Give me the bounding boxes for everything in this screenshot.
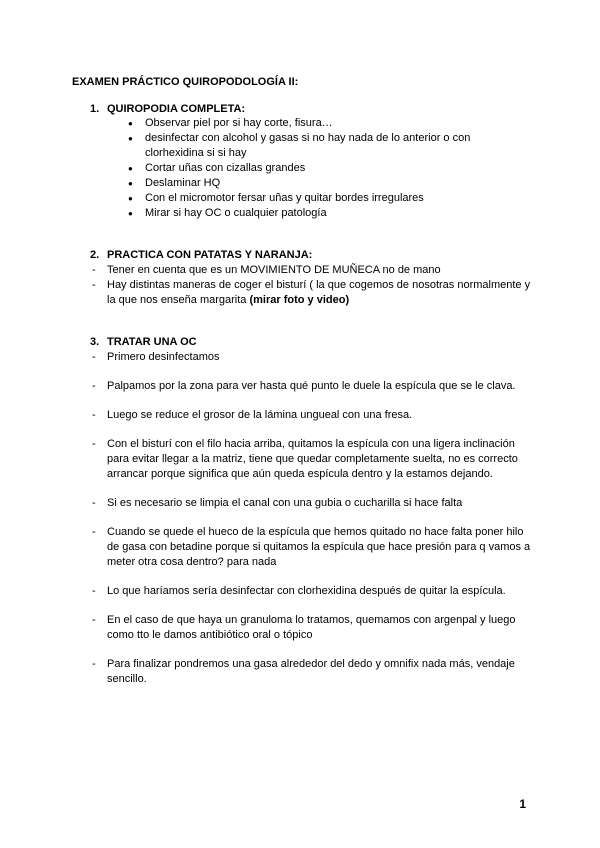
dash-marker: - — [92, 614, 96, 626]
dash-marker: - — [92, 409, 96, 421]
section-2-number: 2. — [90, 249, 100, 261]
item-text: Luego se reduce el grosor de la lámina ungueal con una fresa. — [107, 409, 413, 421]
item-text: Primero desinfectamos — [107, 351, 220, 363]
dash-marker: - — [92, 264, 96, 276]
item-text: Lo que haríamos sería desinfectar con clorhexidina después de quitar la espícula. — [107, 585, 506, 597]
document-title: EXAMEN PRÁCTICO QUIROPODOLOGÍA II: — [72, 76, 299, 88]
item-text: Para finalizar pondremos una gasa alrededor del dedo y omnifix nada más, vendaje sencillo. — [107, 658, 515, 685]
dash-marker: - — [92, 526, 96, 538]
dash-marker: - — [92, 585, 96, 597]
item-bold-note: (mirar foto y video) — [249, 294, 350, 306]
section-1-number: 1. — [90, 103, 100, 115]
item-text: Hay distintas maneras de coger el bisturí ( la que cogemos de nosotras normalmente y la que nos enseña margarita — [107, 279, 531, 306]
bullet-item: ● Observar piel por si hay corte, fisura… — [128, 116, 528, 131]
section-2-title: PRACTICA CON PATATAS Y NARANJA: — [107, 249, 313, 261]
bullet-item: ● Con el micromotor fersar uñas y quitar bordes irregulares — [128, 191, 528, 206]
bullet-item: ● Cortar uñas con cizallas grandes — [128, 161, 528, 176]
section-1-bullet-list — [128, 116, 528, 221]
item-text: Tener en cuenta que es un MOVIMIENTO DE MUÑECA no de mano — [107, 264, 441, 276]
section-3-number: 3. — [90, 336, 100, 348]
bullet-item: ● Mirar si hay OC o cualquier patología — [128, 206, 528, 221]
page-number: 1 — [519, 797, 526, 811]
section-1-title: QUIROPODIA COMPLETA: — [107, 103, 246, 115]
bullet-item: ● desinfectar con alcohol y gasas si no hay nada de lo anterior o con clorhexidina si si hay — [128, 131, 528, 161]
dash-marker: - — [92, 497, 96, 509]
item-text: En el caso de que haya un granuloma lo tratamos, quemamos con argenpal y luego como tto le damos antibiótico oral o tópico — [107, 614, 516, 641]
dash-marker: - — [92, 658, 96, 670]
dash-marker: - — [92, 438, 96, 450]
dash-marker: - — [92, 380, 96, 392]
section-3-title: TRATAR UNA OC — [107, 336, 197, 348]
item-text: Palpamos por la zona para ver hasta qué punto le duele la espícula que se le clava. — [107, 380, 516, 392]
item-text: Cuando se quede el hueco de la espícula que hemos quitado no hace falta poner hilo de gasa con betadine porque si quitamos la espícula que hace presión para q vamos a meter otra cosa dentro? para nada — [107, 526, 531, 568]
item-text: Si es necesario se limpia el canal con una gubia o cucharilla si hace falta — [107, 497, 463, 509]
dash-marker: - — [92, 279, 96, 291]
dash-marker: - — [92, 351, 96, 363]
item-text: Con el bisturí con el filo hacia arriba, quitamos la espícula con una ligera inclinación para evitar llegar a la matriz, tiene que quedar completamente suelta, no es correcto arrancar porque significa que aún queda espícula dentro y la estamos dejando. — [107, 438, 518, 480]
bullet-item: ● Deslaminar HQ — [128, 176, 528, 191]
